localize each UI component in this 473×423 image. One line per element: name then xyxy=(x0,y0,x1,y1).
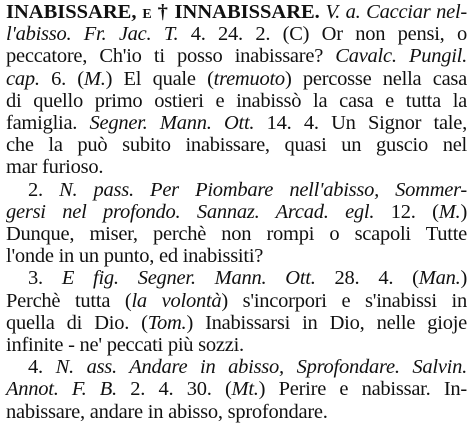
text-run: ) El quale ( xyxy=(105,67,214,90)
italic-run: Annot. F. B. xyxy=(6,378,117,401)
text-line xyxy=(6,179,467,201)
italic-run: gersi nel profondo. Sannaz. Arcad. egl. xyxy=(6,200,375,223)
text-run: Dunque, miser, perchè non rompi o scapoli Tutte xyxy=(6,223,467,246)
italic-run: E fig. Segner. Mann. Ott. xyxy=(61,267,316,290)
italic-run: la volontà xyxy=(131,289,222,312)
text-line xyxy=(6,290,467,312)
text-line xyxy=(6,201,467,223)
text-run: mar furioso. xyxy=(6,156,104,179)
text-line xyxy=(6,156,467,178)
italic-run: N. ass. Andare in abisso, Sprofondare. Salvin. xyxy=(55,356,468,379)
text-run: l'onde in un punto, ed inabissiti? xyxy=(6,245,264,268)
italic-run: Mt. xyxy=(231,378,259,401)
text-run: ) percosse nella casa xyxy=(284,67,468,90)
italic-run: M. xyxy=(83,67,106,90)
text-run: 6. ( xyxy=(39,67,84,90)
italic-run: l'abisso. Fr. Jac. T. xyxy=(6,23,179,46)
headword: INABISSARE, e † INNABISSARE. xyxy=(6,1,320,23)
text-line xyxy=(6,401,467,423)
text-line xyxy=(6,90,467,112)
text-run: 14. 4. Un Signor tale, xyxy=(254,112,467,135)
text-line xyxy=(6,312,467,334)
italic-run: M. xyxy=(438,200,461,223)
text-line xyxy=(6,356,467,378)
text-run: ) s'incorpori e s'inabissi in xyxy=(221,289,468,312)
text-run: ) Perire e nabissar. In- xyxy=(258,378,467,401)
text-line xyxy=(6,45,467,67)
italic-run: N. pass. Per Piombare nell'abisso, Sommer- xyxy=(59,178,468,201)
text-run: famiglia. xyxy=(6,112,90,135)
text-run: 12. ( xyxy=(374,200,439,223)
text-line xyxy=(6,1,467,23)
text-run: 3. xyxy=(28,267,62,290)
text-line xyxy=(6,68,467,90)
text-run: quella di Dio. ( xyxy=(6,311,148,334)
text-run: ) Inabissarsi in Dio, nelle gioje xyxy=(186,311,467,334)
text-run: ) xyxy=(460,267,468,290)
text-run: peccatore, Ch'io ti posso inabissare? xyxy=(6,45,336,68)
text-line xyxy=(6,334,467,356)
text-run: di quello primo ostieri e inabissò la casa e tutta la xyxy=(6,89,467,112)
text-run: 2. xyxy=(28,178,60,201)
text-run: 2. 4. 30. ( xyxy=(116,378,232,401)
text-run: nabissare, andare in abisso, sprofondare. xyxy=(6,400,328,423)
italic-run: Man. xyxy=(418,267,461,290)
italic-run: tremuoto xyxy=(213,67,285,90)
dictionary-entry-inabissare xyxy=(6,1,467,423)
italic-run: cap. xyxy=(6,67,40,90)
text-run: che la può subito inabissare, quasi un guscio nel xyxy=(6,134,467,157)
text-line xyxy=(6,267,467,289)
text-line xyxy=(6,378,467,400)
text-line xyxy=(6,134,467,156)
italic-run: Tom. xyxy=(147,311,187,334)
text-run: 28. 4. ( xyxy=(315,267,419,290)
text-line xyxy=(6,23,467,45)
text-line xyxy=(6,223,467,245)
text-line xyxy=(6,245,467,267)
italic-run: V. a. Cacciar nel- xyxy=(325,1,468,23)
italic-run: Segner. Mann. Ott. xyxy=(89,112,255,135)
text-run: Perchè tutta ( xyxy=(6,289,132,312)
text-run: infinite - ne' peccati più sozzi. xyxy=(6,334,244,357)
text-run: ) xyxy=(460,200,468,223)
italic-run: Cavalc. Pungil. xyxy=(335,45,467,68)
text-run: 4. 24. 2. (C) Or non pensi, o xyxy=(178,23,467,46)
text-line xyxy=(6,112,467,134)
text-run: 4. xyxy=(28,356,56,379)
